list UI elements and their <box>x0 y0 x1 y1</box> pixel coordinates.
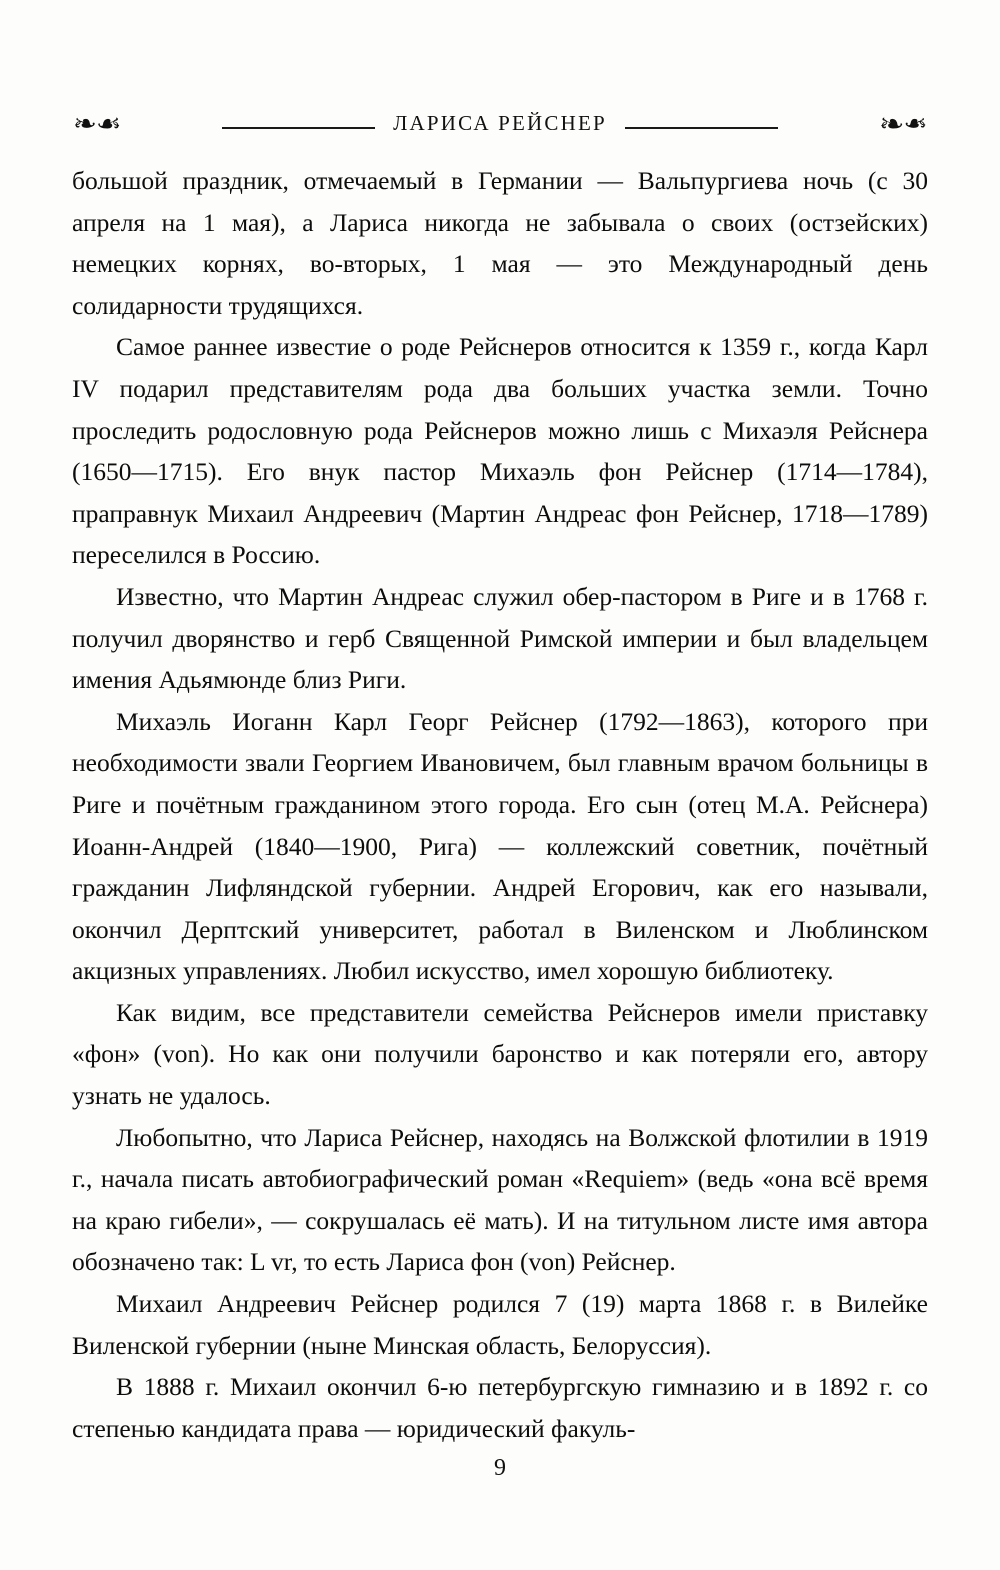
paragraph: Михаэль Иоганн Карл Георг Рейснер (1792—1863), которого при необходимости звали Георгием Ивановичем, был главным врачом больницы в Риге и почётным гражданином этого города. Его сын (отец М.А. Рейснера) Иоанн-Андрей (1840—1900, Рига) — коллежский советник, почётный гражданин Лифляндской губернии. Андрей Егорович, как его называли, окончил Дерптский университет, работал в Виленском и Люблинском акцизных управлениях. Любил искусство, имел хорошую библиотеку. <box>72 706 928 986</box>
running-title: ЛАРИСА РЕЙСНЕР <box>375 111 625 136</box>
ornament-glyph: ❧☙ <box>72 108 121 138</box>
paragraph: Любопытно, что Лариса Рейснер, находясь на Волжской флотилии в 1919 г., начала писать автобиографический роман «Requiem» (ведь «она всё время на краю гибели», — сокрушалась её мать). И на титульном листе имя автора обозначено так: L vr, то есть Лариса фон (von) Рейснер. <box>72 1122 928 1277</box>
body-text <box>72 160 928 1449</box>
paragraph: большой праздник, отмечаемый в Германии — Вальпургиева ночь (с 30 апреля на 1 мая), а Лариса никогда не забывала о своих (остзейских) немецких корнях, во-вторых, 1 мая — это Международный день солидарности трудящихся. <box>72 166 928 320</box>
paragraph: Известно, что Мартин Андреас служил обер-пастором в Риге и в 1768 г. получил дворянство и герб Священной Римской империи и был владельцем имения Адьямюнде близ Риги. <box>72 581 928 695</box>
paragraph: Михаил Андреевич Рейснер родился 7 (19) марта 1868 г. в Вилейке Виленской губернии (ныне Минская область, Белоруссия). <box>72 1289 928 1360</box>
ornament-glyph: ❧☙ <box>879 108 928 138</box>
ornament-right-icon <box>879 108 928 138</box>
paragraph: Как видим, все представители семейства Рейснеров имели приставку «фон» (von). Но как они получили баронство и как потеряли его, автору узнать не удалось. <box>72 997 928 1111</box>
page-number: 9 <box>494 1455 506 1481</box>
running-head <box>72 100 928 146</box>
paragraph: Самое раннее известие о роде Рейснеров относится к 1359 г., когда Карл IV подарил представителям рода два больших участка земли. Точно проследить родословную рода Рейснеров можно лишь с Михаэля Рейснера (1650—1715). Его внук пастор Михаэль фон Рейснер (1714—1784), праправнук Михаил Андреевич (Мартин Андреас фон Рейснер, 1718—1789) переселился в Россию. <box>72 332 928 570</box>
paragraph: В 1888 г. Михаил окончил 6-ю петербургскую гимназию и в 1892 г. со степенью кандидата права — юридический факуль- <box>72 1372 928 1443</box>
ornament-left-icon <box>72 108 121 138</box>
